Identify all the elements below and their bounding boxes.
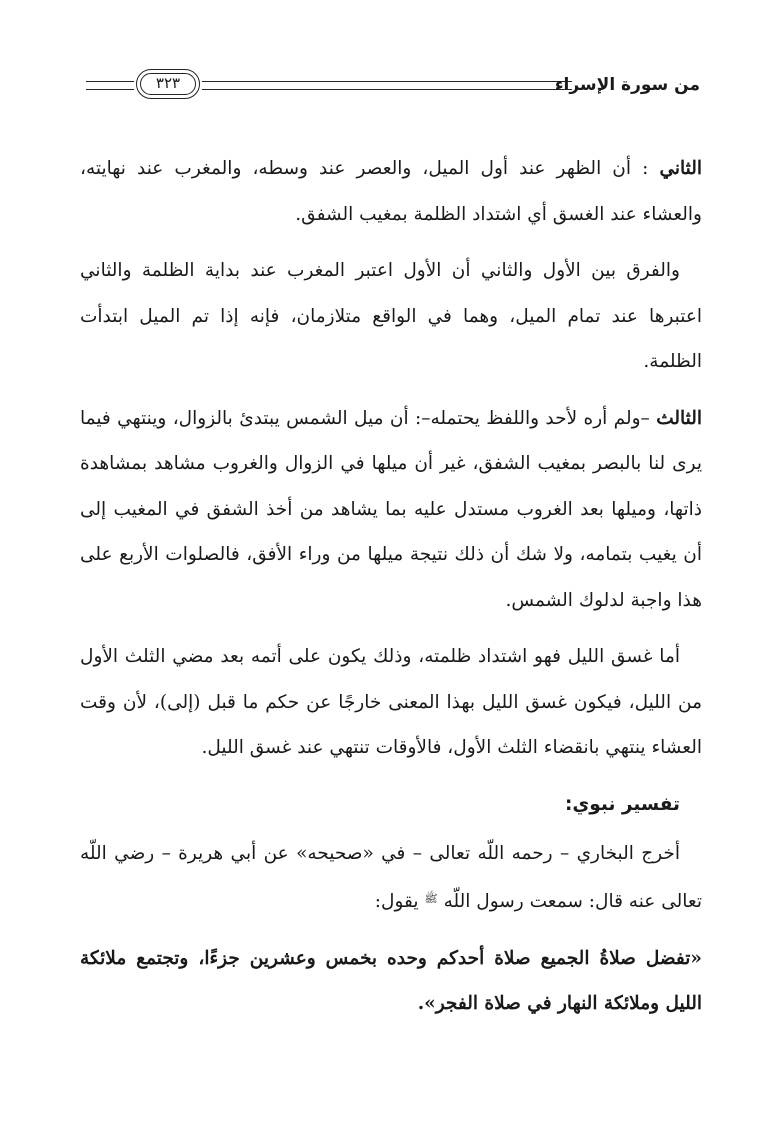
paragraph-difference	[80, 248, 702, 385]
surah-title: من سورة الإسراء	[554, 75, 700, 95]
hadith-text: «تفضل صلاةُ الجميع صلاة أحدكم وحده بخمس وعشرين جزءًا، وتجتمع ملائكة الليل وملائكة النهار في صلاة الفجر».	[80, 947, 702, 1014]
page-header	[80, 66, 700, 106]
section-heading: تفسير نبوي:	[564, 793, 680, 815]
paragraph-ghasaq	[80, 634, 702, 771]
paragraph-third-opinion	[80, 396, 702, 624]
honorific-symbol: ﷺ	[424, 892, 438, 905]
page-number: ٣٢٣	[155, 74, 181, 92]
paragraph-text: والفرق بين الأول والثاني أن الأول اعتبر المغرب عند بداية الظلمة والثاني اعتبرها عند تمام الميل، وهما في الواقع متلازمان، فإنه إذا تم الميل ابتدأت الظلمة.	[80, 260, 702, 372]
paragraph-narration	[80, 831, 702, 925]
paragraph-lead: الثالث	[656, 407, 702, 429]
narration-text-end: يقول:	[374, 891, 419, 912]
paragraph-second-opinion	[80, 146, 702, 237]
paragraph-lead: الثاني	[659, 158, 703, 179]
narration-text: أخرج البخاري – رحمه اللّه تعالى – في «صحيحه» عن أبي هريرة – رضي اللّه تعالى عنه قال: سمعت رسول اللّه	[80, 842, 702, 912]
header-double-rule-short	[86, 81, 134, 90]
paragraph-text: –ولم أره لأحد واللفظ يحتمله–: أن ميل الشمس يبتدئ بالزوال، وينتهي فيما يرى لنا بالبصر بمغيب الشفق، غير أن ميلها في الزوال والغروب مشاهد بمشاهدة ذاتها، وميلها بعد الغروب مستدل عليه بما يشاهد من أخذ الشفق في المغيب إلى أن يغيب بتمامه، ولا شك أن ذلك نتيجة ميلها من وراء الأفق، فالصلوات الأربع على هذا واجبة لدلوك الشمس.	[80, 407, 702, 611]
paragraph-text: أما غسق الليل فهو اشتداد ظلمته، وذلك يكون على أتمه بعد مضي الثلث الأول من الليل، فيكون غسق الليل بهذا المعنى خارجًا عن حكم ما قبل (إلى)، لأن وقت العشاء ينتهي بانقضاء الثلث الأول، فالأوقات تنتهي عند غسق الليل.	[80, 646, 702, 758]
paragraph-text: : أن الظهر عند أول الميل، والعصر عند وسطه، والمغرب عند نهايته، والعشاء عند الغسق أي اشتداد الظلمة بمغيب الشفق.	[80, 158, 702, 225]
page-number-frame	[136, 69, 200, 99]
body-text	[80, 146, 702, 1038]
hadith-quote	[80, 936, 702, 1027]
header-double-rule-long	[202, 81, 572, 90]
